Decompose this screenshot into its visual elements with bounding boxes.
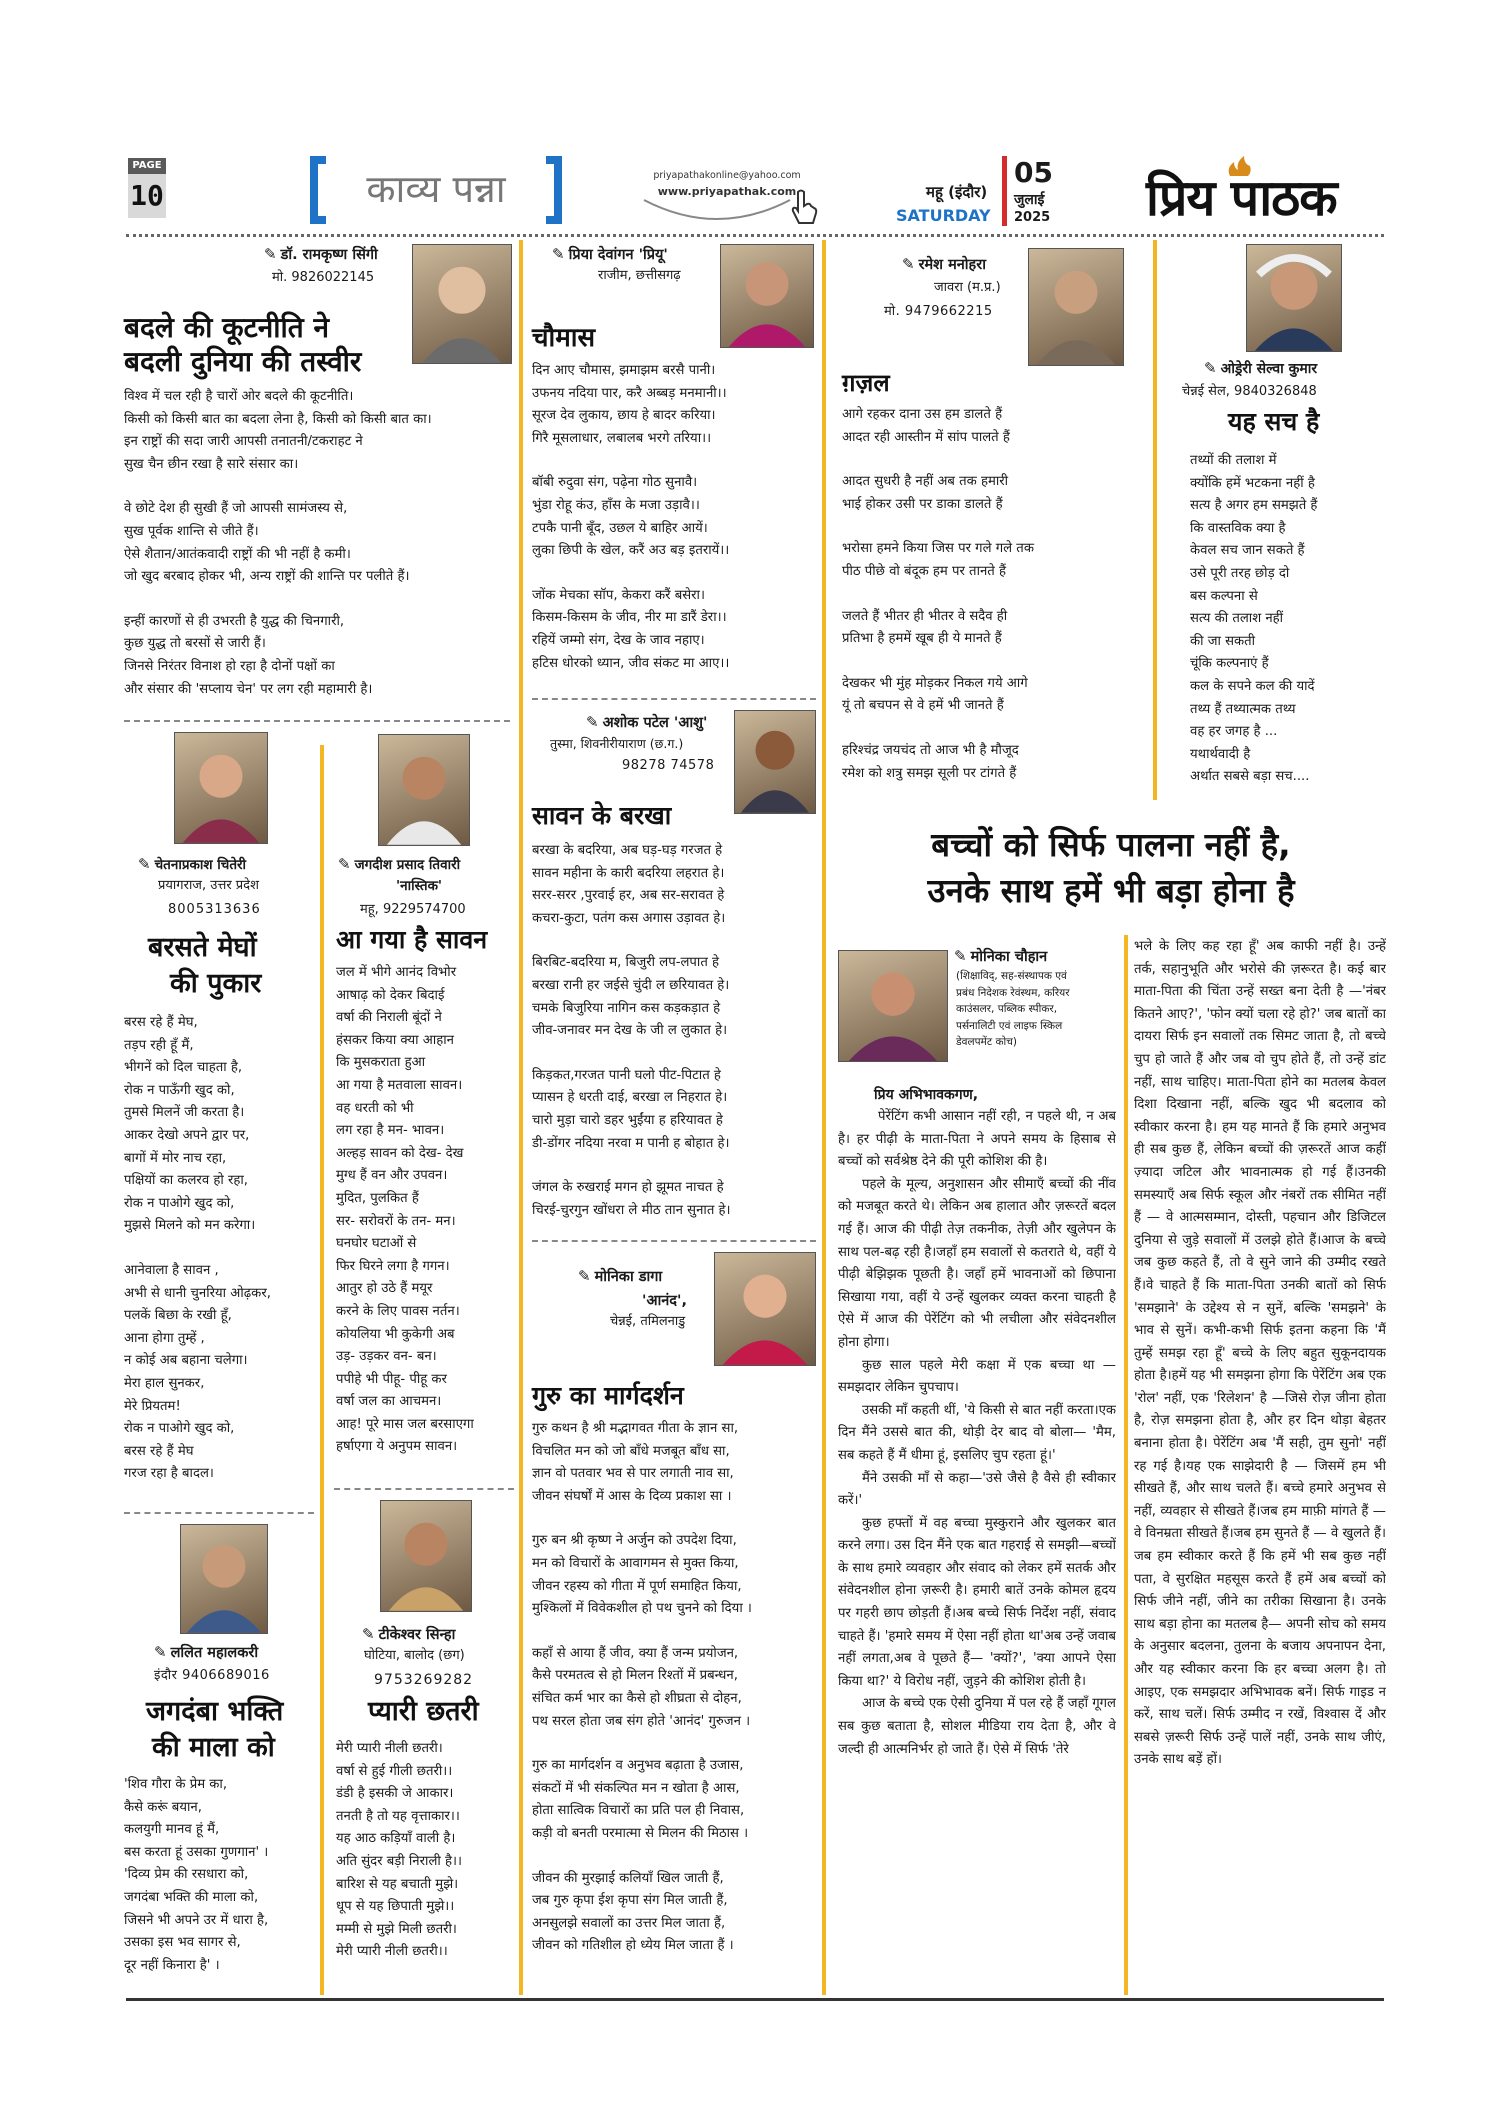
- arc-decoration: [642, 198, 792, 228]
- author-photo: [380, 1500, 472, 1612]
- bio-line: पर्सनालिटी एवं लाइफ स्किल: [956, 1019, 1063, 1032]
- poem-line: यथार्थवादी है: [1190, 746, 1251, 762]
- poem-line: वे छोटे देश ही सुखी हैं जो आपसी सामंजस्य से,: [124, 501, 348, 517]
- poem-line: किसम-किसम के जीव, नीर मा डारैं डेरा।।: [532, 610, 727, 626]
- masthead-logo: [1146, 160, 1386, 232]
- author-name: मोनिका डागा: [594, 1269, 663, 1285]
- poem-line: चारो मुड़ा चारो डहर भुईंया ह हरियावत हे: [532, 1112, 723, 1128]
- poem-body: [124, 1012, 316, 1486]
- poem-line: ज्ञान वो पतवार भव से पार लगाती नाव सा,: [532, 1466, 734, 1482]
- poem-title: प्यारी छतरी: [368, 1696, 479, 1727]
- email-text: priyapathakonline@yahoo.com: [653, 170, 801, 181]
- poem-line: किड़कत,गरजत पानी घलो पीट-पिटात हे: [532, 1067, 721, 1083]
- poem-line: पलकें बिछा के रखी हूँ,: [124, 1308, 232, 1324]
- poem-line: क्योंकि हमें भटकना नहीं है: [1190, 475, 1315, 491]
- poem-line: बस करता हूं उसका गुणगान' ।: [124, 1844, 269, 1860]
- poem-line: पपीहे भी पीहू- पीहू कर: [336, 1371, 447, 1387]
- poem-line: तथ्य हैं तथ्यात्मक तथ्य: [1190, 701, 1296, 717]
- paragraph: उसकी माँ कहती थीं, 'ये किसी से बात नहीं करता।एक दिन मैंने उससे बात की, थोड़ी देर बाद वो बोला— 'मैम, सब कहते हैं मैं धीमा हूं, इसलिए चुप रहता हूं।': [838, 1402, 1116, 1463]
- author-line: [578, 1266, 662, 1286]
- masthead-title: प्रिय पाठक: [1146, 169, 1337, 227]
- poem-line: कि वास्तविक क्या है: [1190, 520, 1286, 536]
- poem-line: आषाढ़ को देकर बिदाई: [336, 987, 445, 1003]
- poem-line: आदत सुधरी है नहीं अब तक हमारी: [842, 474, 1009, 490]
- author-name: ओड्रेरी सेल्वा कुमार: [1220, 361, 1318, 377]
- poem-line: मेरा हाल सुनकर,: [124, 1375, 205, 1391]
- author-line: [586, 712, 707, 732]
- poem-body: [124, 386, 512, 701]
- poem-line: जीव-जनावर मन देख के जी ल लुकात हे।: [532, 1023, 728, 1039]
- poem-line: तनती है तो यह वृत्ताकार।।: [336, 1808, 460, 1824]
- author-name: डॉ. रामकृष्ण सिंगी: [280, 247, 378, 263]
- poem-line: आतुर हो उठे हैं मयूर: [336, 1281, 433, 1297]
- author-line: [552, 244, 668, 264]
- pen-icon: ✎: [338, 855, 351, 873]
- poem-title-line1: बदले की कूटनीति ने: [124, 311, 330, 344]
- separator: [124, 1512, 314, 1514]
- poem-line: गुरु का मार्गदर्शन व अनुभव बढ़ाता है उजास,: [532, 1758, 744, 1774]
- poem-line: वह धरती को भी: [336, 1100, 414, 1116]
- author-name: टीकेश्वर सिन्हा: [378, 1627, 456, 1643]
- poem-line: रोक न पाओगे खुद को,: [124, 1195, 235, 1211]
- date-month: जुलाई: [1014, 192, 1045, 208]
- page-label: PAGE: [128, 158, 166, 174]
- poem-line: प्रतिभा है हममें खूब ही ये मानते हैं: [842, 631, 1002, 647]
- poem-body: [532, 360, 818, 675]
- poem-line: किसी को किसी बात का बदला लेना है, किसी को किसी बात का।: [124, 411, 432, 427]
- poem-body: [1190, 450, 1386, 789]
- author-photo: [1028, 248, 1124, 366]
- header-rule: [126, 234, 1384, 237]
- author-name: मोनिका चौहान: [970, 949, 1048, 965]
- poem-line: जल में भीगे आनंद विभोर: [336, 965, 457, 980]
- poem-line: रहियें जम्मो संग, देख के जाव नहाए।: [532, 632, 705, 648]
- poem-line: टपकै पानी बूँद, उछल ये बाहिर आयें।: [532, 520, 708, 536]
- poem-line: डी-डोंगर नदिया नरवा म पानी ह बोहात हे।: [532, 1135, 730, 1151]
- pen-icon: ✎: [586, 713, 599, 731]
- poem-title-line1: जगदंबा भक्ति: [146, 1696, 284, 1727]
- author-place: चेन्नई, तमिलनाडु: [610, 1314, 686, 1329]
- paragraph: पेरेंटिंग कभी आसान नहीं रही, न पहले थी, न अब है। हर पीढ़ी के माता-पिता ने अपने समय के हिसाब से बच्चों को सर्वश्रेष्ठ देने की पूरी कोशिश की है।: [838, 1109, 1116, 1170]
- poem-body: [532, 1418, 818, 1958]
- poem-line: जीवन संघर्षों में आस के दिव्य प्रकाश सा ।: [532, 1488, 732, 1504]
- poem-line: 'शिव गौरा के प्रेम का,: [124, 1777, 228, 1792]
- date-day: 05: [1014, 156, 1053, 189]
- poem-line: मुश्किलों में विवेकशील हो पथ चुनने को दिया ।: [532, 1601, 752, 1617]
- poem-line: आह! पूरे मास जल बरसाएगा: [336, 1416, 474, 1432]
- poem-line: आगे रहकर दाना उस हम डालते हैं: [842, 407, 1003, 422]
- poem-line: मन को विचारों के आवागमन से मुक्त किया,: [532, 1555, 739, 1571]
- paragraph: कुछ साल पहले मेरी कक्षा में एक बच्चा था — समझदार लेकिन चुपचाप।: [838, 1357, 1116, 1396]
- author-photo: [714, 1252, 816, 1366]
- poem-line: बिरबिट-बदरिया म, बिजुरी लप-लपात हे: [532, 955, 720, 971]
- paragraph: भले के लिए कह रहा हूँ' अब काफी नहीं है। उन्हें तर्क, सहानुभूति और भरोसे की ज़रूरत है। कई बार माता-पिता की चिंता उन्हें सख्त बना देती है —'नंबर कितने आए?', 'फोन क्यों चला रहे हो?' जब बातों का दायरा सिर्फ इन सवालों तक सिमट जाता है, तो बच्चे चुप हो जाते हैं और जब वो चुप होते हैं, तो उन्हें डांट नहीं, साथ चाहिए। माता-पिता होने का मतलब केवल दिशा दिखाना नहीं, बल्कि खुद भी बदलाव को स्वीकार करना है। हम यह मानते हैं कि हमारे अनुभव ही सब कुछ हैं, लेकिन बच्चों की ज़रूरतें आज कहीं ज़्यादा जटिल और भावनात्मक हो गई हैं।उनकी समस्याएँ अब सिर्फ स्कूल और नंबरों तक सीमित नहीं हैं — वे आत्मसम्मान, दोस्ती, पहचान और डिजिटल दुनिया से जुड़े सवालों में उलझे होते हैं।आज के बच्चे जब कुछ कहते हैं, तो वे सुने जाने की उम्मीद रखते हैं।वे चाहते हैं कि माता-पिता उनकी बातों को सिर्फ 'समझाने' के उद्देश्य से न सुनें, बल्कि 'समझने' के भाव से सुनें। कभी-कभी सिर्फ इतना कहना कि 'मैं तुम्हें समझ रहा हूँ' बच्चे के लिए बहुत सुकूनदायक होता है।हमें यह भी समझना होगा कि पेरेंटिंग अब एक 'रोल' नहीं, एक 'रिलेशन' है —जिसे रोज़ जीना होता है, रोज़ समझना होता है, और हर दिन थोड़ा बेहतर बनाना होता है। पेरेंटिंग अब 'मैं सही, तुम सुनो' नहीं रह गई है।यह एक साझेदारी है — जिसमें हम भी सीखते हैं, और साथ चलते हैं। बच्चे हमारे अनुभव से नहीं, व्यवहार से सीखते हैं।जब हम माफ़ी मांगते हैं —वे विनम्रता सीखते हैं।जब हम सुनते हैं — वे खुलते हैं। जब हम स्वीकार करते हैं कि हमें भी सब कुछ नहीं पता, वे सुरक्षित महसूस करते हैं हमें अब बच्चों को सिर्फ जीने नहीं, जीने का तरीका सिखाना है। उनके साथ बड़ा होना का मतलब है— अपनी सोच को समय के अनुसार बदलना, तुलना के बजाय अपनापन देना, और यह स्वीकार करना कि हर बच्चा अलग है। तो आइए, एक समझदार अभिभावक बनें। सिर्फ गाइड न करें, साथ चलें। सिर्फ उम्मीद न रखें, विश्वास दें और सबसे ज़रूरी सिर्फ उन्हें पालें नहीं, उनके साथ जीएं, उनके साथ बड़ें हों।: [1134, 939, 1386, 1768]
- poem-line: लग रहा है मन- भावन।: [336, 1123, 445, 1139]
- poem-line: सुख पूर्वक शान्ति से जीते हैं।: [124, 523, 259, 539]
- poem-line: संचित कर्म भार का कैसे हो शीघ्रता से दोहन,: [532, 1690, 742, 1706]
- poem-line: मुग्ध हैं वन और उपवन।: [336, 1168, 448, 1184]
- author-name: प्रिया देवांगन 'प्रियू': [568, 247, 668, 263]
- author-photo: [180, 1524, 268, 1634]
- poem-line: केवल सच जान सकते हैं: [1190, 543, 1305, 559]
- poem-line: कड़ी वो बनती परमात्मा से मिलन की मिठास ।: [532, 1825, 749, 1841]
- poem-line: भीगनें को दिल चाहता है,: [124, 1060, 243, 1076]
- poem-line: हंसकर किया क्या आहान: [336, 1032, 454, 1048]
- poem-line: कि मुसकराता हुआ: [336, 1055, 426, 1071]
- poem-line: सूरज देव लुकाय, छाय हे बादर करिया।: [532, 408, 716, 424]
- poem-line: चमके बिजुरिया नागिन कस कड़कड़ात हे: [532, 1000, 721, 1016]
- poem-line: तुमसे मिलनें जी करता है।: [124, 1105, 245, 1121]
- poem-line: बरस रहे हैं मेघ: [124, 1443, 194, 1459]
- poem-line: जिनसे निरंतर विनाश हो रहा है दोनों पक्षों का: [124, 658, 335, 674]
- poem-line: कल के सपने कल की यादें: [1190, 678, 1315, 694]
- author-line: [138, 854, 246, 873]
- poem-line: गुरु कथन है श्री मद्भागवत गीता के ज्ञान सा,: [532, 1421, 739, 1436]
- author-place: जावरा (म.प्र.): [934, 280, 1001, 295]
- poem-title: यह सच है: [1228, 407, 1320, 436]
- poem-line: उफनय नदिया पार, करै अब्बड़ मनमानी।।: [532, 385, 727, 401]
- author-name: अशोक पटेल 'आशु': [602, 715, 708, 731]
- date-divider: [1002, 156, 1007, 226]
- poem-line: आकर देखो अपने द्वार पर,: [124, 1127, 250, 1143]
- author-place: घोटिया, बालोद (छग): [364, 1648, 465, 1663]
- paragraph: कुछ हफ्तों में वह बच्चा मुस्कुराने और खुलकर बात करने लगा। उस दिन मैंने एक बात गहराई से समझी—बच्चों के साथ हमारे व्यवहार और संवाद को लेकर हमें सतर्क और संवेदनशील होना ज़रूरी है। हमारी बातें उनके कोमल हृदय पर गहरी छाप छोड़ती हैं।अब बच्चे सिर्फ निर्देश नहीं, संवाद चाहते हैं। 'हमारे समय में ऐसा नहीं होता था'अब उन्हें जवाब नहीं लगता,अब वे पूछते हैं— 'क्यों?', 'क्या आपने ऐसा किया था?' ये विरोध नहीं, जुड़ने की कोशिश होती है।: [838, 1515, 1116, 1689]
- author-line: [902, 254, 986, 274]
- author-photo: [174, 732, 268, 844]
- poem-line: अभी से धानी चुनरिया ओढ़कर,: [124, 1285, 271, 1301]
- bio-line: (शिक्षाविद्, सह-संस्थापक एवं: [956, 970, 1067, 982]
- poem-line: सर- सरोवरों के तन- मन।: [336, 1213, 456, 1229]
- poem-line: मेरी प्यारी नीली छतरी।।: [336, 1944, 448, 1960]
- city: महू (इंदौर): [926, 183, 988, 201]
- poem-title: आ गया है सावन: [336, 925, 488, 954]
- poem-title-line1: बरसते मेघों: [148, 932, 257, 963]
- poem-line: आनेवाला है सावन ,: [124, 1262, 219, 1278]
- paragraph: आज के बच्चे एक ऐसी दुनिया में पल रहे हैं जहाँ गूगल सब कुछ बताता है, सोशल मीडिया राय देता है, और वे जल्दी ही आत्मनिर्भर हो जाते हैं। ऐसे में सिर्फ 'तेरे: [838, 1696, 1116, 1757]
- author-contact: महू, 9229574700: [360, 902, 466, 917]
- separator: [334, 1488, 514, 1490]
- article-column-a: [838, 1084, 1116, 1761]
- poem-line: कुछ युद्ध तो बरसों से जारी हैं।: [124, 636, 266, 652]
- poem-line: चिरई-चुरगुन खोंधरा ले मीठ तान सुनात हे।: [532, 1202, 731, 1218]
- poem-line: बारिश से यह बचाती मुझे।: [336, 1876, 459, 1892]
- author-photo: [838, 950, 948, 1062]
- bio-line: प्रबंध निदेशक रेवंस्थम, करियर: [956, 986, 1070, 999]
- poem-line: जोंक मेचका सॉप, केकरा करैं बसेरा।: [532, 587, 705, 603]
- poem-line: वह हर जगह है ...: [1190, 724, 1278, 740]
- author-line: [362, 1624, 455, 1644]
- poem-line: ऐसे शैतान/आतंकवादी राष्ट्रों की भी नहीं है कमी।: [124, 546, 351, 562]
- author-contact: चेन्नई सेल, 9840326848: [1182, 384, 1317, 399]
- poem-line: पक्षियों का कलरव हो रहा,: [124, 1173, 248, 1189]
- paragraph: पहले के मूल्य, अनुशासन और सीमाएँ बच्चों की नींव को मजबूत करते थे। लेकिन अब हालात और ज़रूरतें बदल गई हैं। आज की पीढ़ी तेज़ तकनीक, तेज़ी और खुलेपन के साथ पल-बढ़ रही है।जहाँ हम सवालों से कतराते थे, वहीं ये पीढ़ी बेझिझक पूछती है। जहाँ हमें भावनाओं को छिपाना सिखाया गया, वहीं ये उन्हें खुलकर व्यक्त करना चाहती है ऐसे में आज की पेरेंटिंग को भी लचीला और संवेदनशील होना होगा।: [838, 1176, 1116, 1350]
- web-info: [632, 170, 822, 230]
- poem-line: सत्य की तलाश नहीं: [1190, 611, 1284, 627]
- poem-line: जीवन को गतिशील हो ध्येय मिल जाता हैं ।: [532, 1938, 734, 1954]
- poem-title-line2: बदली दुनिया की तस्वीर: [124, 345, 362, 378]
- author-phone: 98278 74578: [622, 758, 715, 773]
- headline-line2: उनके साथ हमें भी बड़ा होना है: [927, 871, 1295, 910]
- author-name: रमेश मनोहरा: [918, 257, 986, 273]
- pen-icon: ✎: [154, 1643, 167, 1661]
- poem-line: भुंडा रोहू कंउ, हाँस के मजा उड़ावै।।: [532, 497, 700, 513]
- poem-line: यह आठ कड़ियाँ वाली है।: [336, 1831, 456, 1847]
- author-place: तुस्मा, शिवनीरीयाराण (छ.ग.): [550, 736, 684, 751]
- poem-line: होता सात्विक विचारों का प्रति पल ही निवास,: [532, 1803, 745, 1819]
- poem-line: उड़- उड़कर वन- बन।: [336, 1349, 437, 1365]
- bio-line: काउंसलर, पब्लिक स्पीकर,: [956, 1003, 1058, 1015]
- date-block: [890, 156, 1090, 228]
- author-line: [338, 854, 460, 873]
- poem-line: कहाँ से आया हैं जीव, क्या हैं जन्म प्रयोजन,: [532, 1645, 739, 1661]
- author-photo: [734, 710, 816, 814]
- poem-line: धूप से यह छिपाती मुझे।।: [336, 1899, 455, 1915]
- pen-icon: ✎: [902, 255, 915, 273]
- poem-title-line2: की माला को: [152, 1732, 275, 1763]
- poem-line: न कोई अब बहाना चलेगा।: [124, 1353, 248, 1369]
- poem-line: जीवन रहस्य को गीता में पूर्ण समाहित किया,: [532, 1578, 742, 1594]
- poem-line: गरज रहा है बादल।: [124, 1466, 214, 1482]
- poem-line: फिर घिरने लगा है गगन।: [336, 1258, 450, 1274]
- poem-line: 'दिव्य प्रेम की रसधारा को,: [124, 1867, 249, 1883]
- author-phone: 9753269282: [374, 1672, 474, 1688]
- author-alias: 'नास्तिक': [396, 878, 443, 894]
- poem-line: मेरे प्रियतम!: [124, 1398, 181, 1414]
- poem-line: कैसे करूं बयान,: [124, 1799, 202, 1815]
- poem-line: अल्हड़ सावन को देख- देख: [336, 1145, 464, 1161]
- poem-line: जलते हैं भीतर ही भीतर वे सदैव ही: [842, 608, 1008, 624]
- poem-line: जगदंबा भक्ति की माला को,: [124, 1889, 259, 1905]
- pen-icon: ✎: [552, 245, 565, 263]
- poem-line: उसे पूरी तरह छोड़ दो: [1190, 565, 1290, 581]
- poem-line: घनघोर घटाओं से: [336, 1236, 417, 1252]
- poem-line: अर्थात सबसे बड़ा सच....: [1190, 769, 1310, 785]
- separator: [124, 720, 510, 722]
- author-contact: मो. 9826022145: [272, 270, 375, 285]
- poem-line: उसका इस भव सागर से,: [124, 1935, 241, 1951]
- poem-line: आ गया है मतवाला सावन।: [336, 1077, 463, 1093]
- poem-line: वर्षा से हुई गीली छतरी।।: [336, 1763, 453, 1779]
- author-photo: [378, 734, 470, 846]
- divider-3: [1153, 240, 1157, 800]
- headline-line1: बच्चों को सिर्फ पालना नहीं है,: [931, 825, 1291, 864]
- poem-line: बरखा के बदरिया, अब घड़-घड़ गरजत हे: [532, 843, 723, 858]
- poem-line: दूर नहीं किनारा है' ।: [124, 1957, 220, 1973]
- poem-line: आना होगा तुम्हें ,: [124, 1330, 205, 1346]
- poem-line: जब गुरु कृपा ईश कृपा संग मिल जाती हैं,: [532, 1893, 728, 1909]
- poem-line: पथ सरल होता जब संग होते 'आनंद' गुरुजन ।: [532, 1713, 751, 1729]
- author-alias: 'आनंद',: [642, 1293, 687, 1309]
- author-contact: मो. 9479662215: [884, 304, 993, 319]
- pen-icon: ✎: [578, 1267, 591, 1285]
- poem-line: मम्मी से मुझे मिली छतरी।: [336, 1921, 457, 1937]
- poem-line: मेरी प्यारी नीली छतरी।: [336, 1741, 443, 1756]
- section-title: काव्य पन्ना: [366, 167, 506, 211]
- poem-title: सावन के बरखा: [532, 801, 672, 830]
- poem-line: आदत रही आस्तीन में सांप पालते हैं: [842, 429, 1010, 445]
- poem-title: चौमास: [532, 323, 596, 353]
- divider-4: [320, 745, 324, 1995]
- website-link[interactable]: www.priyapathak.com: [657, 185, 797, 198]
- author-line: [154, 1642, 258, 1662]
- poem-line: बस कल्पना से: [1190, 588, 1258, 604]
- pen-icon: ✎: [954, 947, 967, 965]
- page-number: 10: [128, 174, 166, 218]
- divider-7: [1124, 935, 1128, 1995]
- divider-5: [519, 745, 523, 1995]
- separator: [532, 698, 816, 700]
- author-line: [1204, 358, 1317, 378]
- pen-icon: ✎: [138, 855, 151, 873]
- poem-line: कैसे परमतत्व से हो मिलन रिश्तों में प्रबन्धन,: [532, 1668, 738, 1684]
- article-author-block: [838, 946, 1120, 1068]
- date-year: 2025: [1014, 210, 1051, 225]
- poem-body: [336, 1738, 518, 1964]
- bracket-right: [546, 156, 562, 224]
- poem-line: बॉबी रुदुवा संग, पढ़ेना गोठ सुनावै।: [532, 475, 698, 491]
- author-place: प्रयागराज, उत्तर प्रदेश: [158, 878, 259, 893]
- poem-body: [842, 404, 1142, 785]
- author-name: चेतनाप्रकाश चितेरी: [154, 857, 247, 873]
- poem-line: गिरै मूसलाधार, लबालब भरगे तरिया।।: [532, 430, 712, 446]
- poem-line: कचरा-कुटा, पतंग कस अगास उड़ावत हे।: [532, 910, 726, 926]
- poem-line: यूं तो बचपन से वे हमें भी जानते हैं: [842, 698, 1004, 714]
- poem-line: इन्हीं कारणों से ही उभरती है युद्ध की चिनगारी,: [124, 613, 345, 629]
- author-line: [264, 244, 378, 264]
- poem-line: अति सुंदर बड़ी निराली है।।: [336, 1853, 462, 1869]
- footer-rule: [126, 1998, 1384, 2001]
- poem-line: सुख चैन छीन रखा है सारे संसार का।: [124, 456, 299, 472]
- poem-line: रोक न पाओगे खुद को,: [124, 1421, 235, 1437]
- pen-icon: ✎: [264, 245, 277, 263]
- poem-body: [336, 962, 518, 1459]
- poem-line: करने के लिए पावस नर्तन।: [336, 1303, 460, 1319]
- poem-body: [124, 1774, 316, 1977]
- article-column-b: [1134, 936, 1386, 1772]
- poem-line: और संसार की 'सप्लाय चेन' पर लग रही महामारी है।: [124, 681, 373, 697]
- author-name: ललित महालकरी: [170, 1645, 259, 1661]
- poem-line: संकटों में भी संकल्पित मन न खोता है आस,: [532, 1780, 740, 1796]
- author-place: राजीम, छत्तीसगढ़: [598, 268, 681, 283]
- author-bio: [956, 968, 1070, 1051]
- poem-line: मुदित, पुलकित हैं: [336, 1190, 419, 1206]
- poem-line: की जा सकती: [1190, 633, 1256, 649]
- poem-line: मुझसे मिलने को मन करेगा।: [124, 1218, 256, 1234]
- poem-line: पीठ पीछे वो बंदूक हम पर तानते हैं: [842, 563, 1007, 579]
- poem-line: प्यासन हे धरती दाई, बरखा ल निहरात हे।: [532, 1090, 728, 1106]
- poem-line: तथ्यों की तलाश में: [1190, 453, 1277, 468]
- poem-line: देखकर भी मुंह मोड़कर निकल गये आगे: [842, 675, 1028, 691]
- poem-body: [532, 840, 818, 1222]
- poem-line: बागों में मोर नाच रहा,: [124, 1150, 227, 1166]
- poem-line: जंगल के रुखराई मगन हो झूमत नाचत हे: [532, 1180, 724, 1196]
- poem-line: अनसुलझे सवालों का उत्तर मिल जाता हैं,: [532, 1915, 726, 1931]
- poem-line: सावन महीना के कारी बदरिया लहरात हे।: [532, 865, 725, 881]
- poem-title-line2: की पुकार: [170, 968, 262, 999]
- poem-line: भरोसा हमने किया जिस पर गले गले तक: [842, 541, 1034, 557]
- poem-line: वर्षा की निराली बूंदों ने: [336, 1010, 442, 1026]
- pen-icon: ✎: [1204, 359, 1217, 377]
- poem-line: दिन आए चौमास, झमाझम बरसै पानी।: [532, 363, 716, 378]
- poem-line: हटिस धोरको ध्यान, जीव संकट मा आए।।: [532, 655, 730, 671]
- author-photo: [1246, 244, 1342, 352]
- author-photo: [720, 244, 814, 348]
- poem-line: बरस रहे हैं मेघ,: [124, 1015, 198, 1030]
- divider-6: [822, 820, 826, 1995]
- poem-line: जीवन की मुरझाई कलियाँ खिल जाती हैं,: [532, 1870, 724, 1886]
- poem-line: सरर-सरर ,पुरवाई हर, अब सर-सरावत हे: [532, 888, 725, 904]
- divider-1: [519, 240, 523, 745]
- poem-line: हरिश्चंद्र जयचंद तो आज भी है मौजूद: [842, 742, 1019, 758]
- poem-line: डंडी है इसकी जे आकार।: [336, 1786, 454, 1802]
- poem-line: इन राष्ट्रों की सदा जारी आपसी तनातनी/टकराहट ने: [124, 434, 363, 450]
- poem-line: विश्व में चल रही है चारों ओर बदले की कूटनीति।: [124, 389, 354, 404]
- salutation: प्रिय अभिभावकगण,: [874, 1087, 979, 1103]
- article-headline: [836, 822, 1386, 914]
- poem-line: रमेश को शत्रु समझ सूली पर टांगते हैं: [842, 765, 1017, 781]
- pen-icon: ✎: [362, 1625, 375, 1643]
- author-name: जगदीश प्रसाद तिवारी: [354, 857, 461, 873]
- poem-line: बरखा रानी हर जईसे चुंदी ल छरियावत हे।: [532, 977, 730, 993]
- poem-line: रोक न पाऊँगी खुद को,: [124, 1082, 235, 1098]
- poem-line: सत्य है अगर हम समझते हैं: [1190, 498, 1318, 514]
- divider-2: [822, 240, 826, 820]
- bracket-left: [310, 156, 326, 224]
- poem-title: ग़ज़ल: [842, 369, 890, 397]
- author-line: [954, 946, 1047, 966]
- paragraph: मैंने उसकी माँ से कहा—'उसे जैसे है वैसे ही स्वीकार करें।': [838, 1470, 1116, 1509]
- poem-line: वर्षा जल का आचमन।: [336, 1394, 442, 1410]
- page-badge: [128, 158, 166, 222]
- poem-line: विचलित मन को जो बाँधे मजबूत बाँध सा,: [532, 1443, 730, 1459]
- poem-line: जिसने भी अपने उर में धारा है,: [124, 1912, 269, 1928]
- author-photo: [412, 244, 512, 364]
- poem-line: कोयलिया भी कुकेगी अब: [336, 1326, 455, 1342]
- poem-line: गुरु बन श्री कृष्ण ने अर्जुन को उपदेश दिया,: [532, 1533, 737, 1549]
- poem-line: जो खुद बरबाद होकर भी, अन्य राष्ट्रों की शान्ति पर पलीते हैं।: [124, 569, 410, 585]
- poem-line: कलयुगी मानव हूं मैं,: [124, 1822, 220, 1838]
- author-contact: इंदौर 9406689016: [154, 1668, 270, 1683]
- poem-line: लुका छिपी के खेल, करैं अउ बड़ इतरायें।।: [532, 543, 730, 559]
- poem-title: गुरु का मार्गदर्शन: [532, 1381, 684, 1410]
- poem-line: तड़प रही हूँ मैं,: [124, 1037, 194, 1053]
- section-title-box: [310, 156, 562, 224]
- poem-line: भाई होकर उसी पर डाका डालते हैं: [842, 496, 1003, 512]
- bio-line: डेवलपमेंट कोच): [956, 1036, 1017, 1048]
- poem-line: चूंकि कल्पनाएं हैं: [1190, 656, 1269, 672]
- author-phone: 8005313636: [168, 902, 261, 917]
- poem-line: हर्षाएगा ये अनुपम सावन।: [336, 1439, 458, 1455]
- weekday: SATURDAY: [896, 206, 991, 225]
- separator: [532, 1240, 816, 1242]
